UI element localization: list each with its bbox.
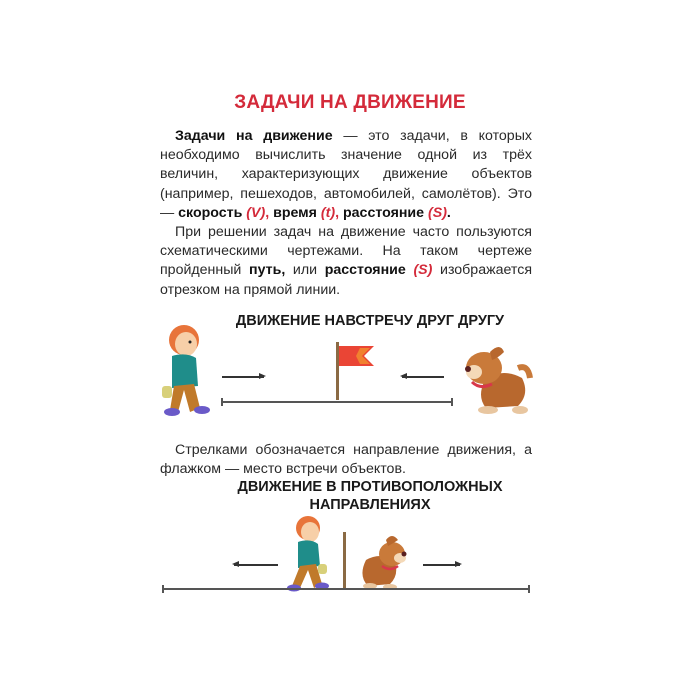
period: .	[446, 204, 451, 221]
flag-icon	[330, 340, 380, 402]
heading-line: НАПРАВЛЕНИЯХ	[309, 497, 431, 513]
line-tick	[221, 398, 223, 406]
start-post	[343, 532, 346, 590]
page-title: ЗАДАЧИ НА ДВИЖЕНИЕ	[234, 92, 466, 113]
line-tick	[162, 585, 164, 593]
caption-paragraph	[160, 441, 532, 479]
arrow-left-icon	[234, 564, 278, 566]
distance-line	[222, 401, 452, 403]
term-label: Задачи на движение	[175, 128, 333, 144]
time-label: время	[273, 204, 317, 221]
section-heading-opposite	[20, 478, 700, 514]
distance-label: расстояние	[343, 204, 425, 221]
arrow-right-icon	[423, 564, 460, 566]
intro-text: — это задачи, в которых необходимо вычислить значение одной из трёх величин, характеризующих движение объектов (например, пешеходов, автомобилей, самолётов). Это —	[160, 128, 532, 221]
section-heading-towards: ДВИЖЕНИЕ НАВСТРЕЧУ ДРУГ ДРУГУ	[235, 313, 505, 329]
speed-label: скорость	[178, 204, 243, 221]
line-tick	[528, 585, 530, 593]
dog-running-icon	[458, 338, 538, 416]
distance-line	[163, 588, 529, 590]
intro-paragraph	[160, 127, 532, 300]
distance-symbol: (S)	[428, 204, 447, 221]
schema-text: изображается отрезком на прямой линии.	[160, 262, 532, 298]
arrow-left-icon	[402, 376, 444, 378]
time-symbol: (t)	[320, 204, 336, 221]
dog-running-icon	[356, 532, 412, 590]
separator: ,	[335, 204, 343, 221]
distance-label: расстояние	[324, 262, 406, 279]
distance-symbol: (S)	[413, 262, 433, 279]
boy-walking-icon	[282, 514, 338, 592]
line-tick	[451, 398, 453, 406]
boy-walking-icon	[158, 322, 214, 418]
speed-symbol: (V)	[246, 204, 266, 221]
path-label: путь,	[249, 262, 286, 279]
arrow-right-icon	[222, 376, 264, 378]
caption-text: Стрелками обозначается направление движения, а флажком — место встречи объектов.	[160, 442, 532, 478]
schema-text: или	[285, 262, 325, 279]
schema-text: При решении задач на движение часто пользуются схематическими чертежами. На таком чертеже пройденный	[160, 224, 532, 279]
heading-line: ДВИЖЕНИЕ В ПРОТИВОПОЛОЖНЫХ	[237, 479, 503, 495]
separator: ,	[265, 204, 274, 221]
